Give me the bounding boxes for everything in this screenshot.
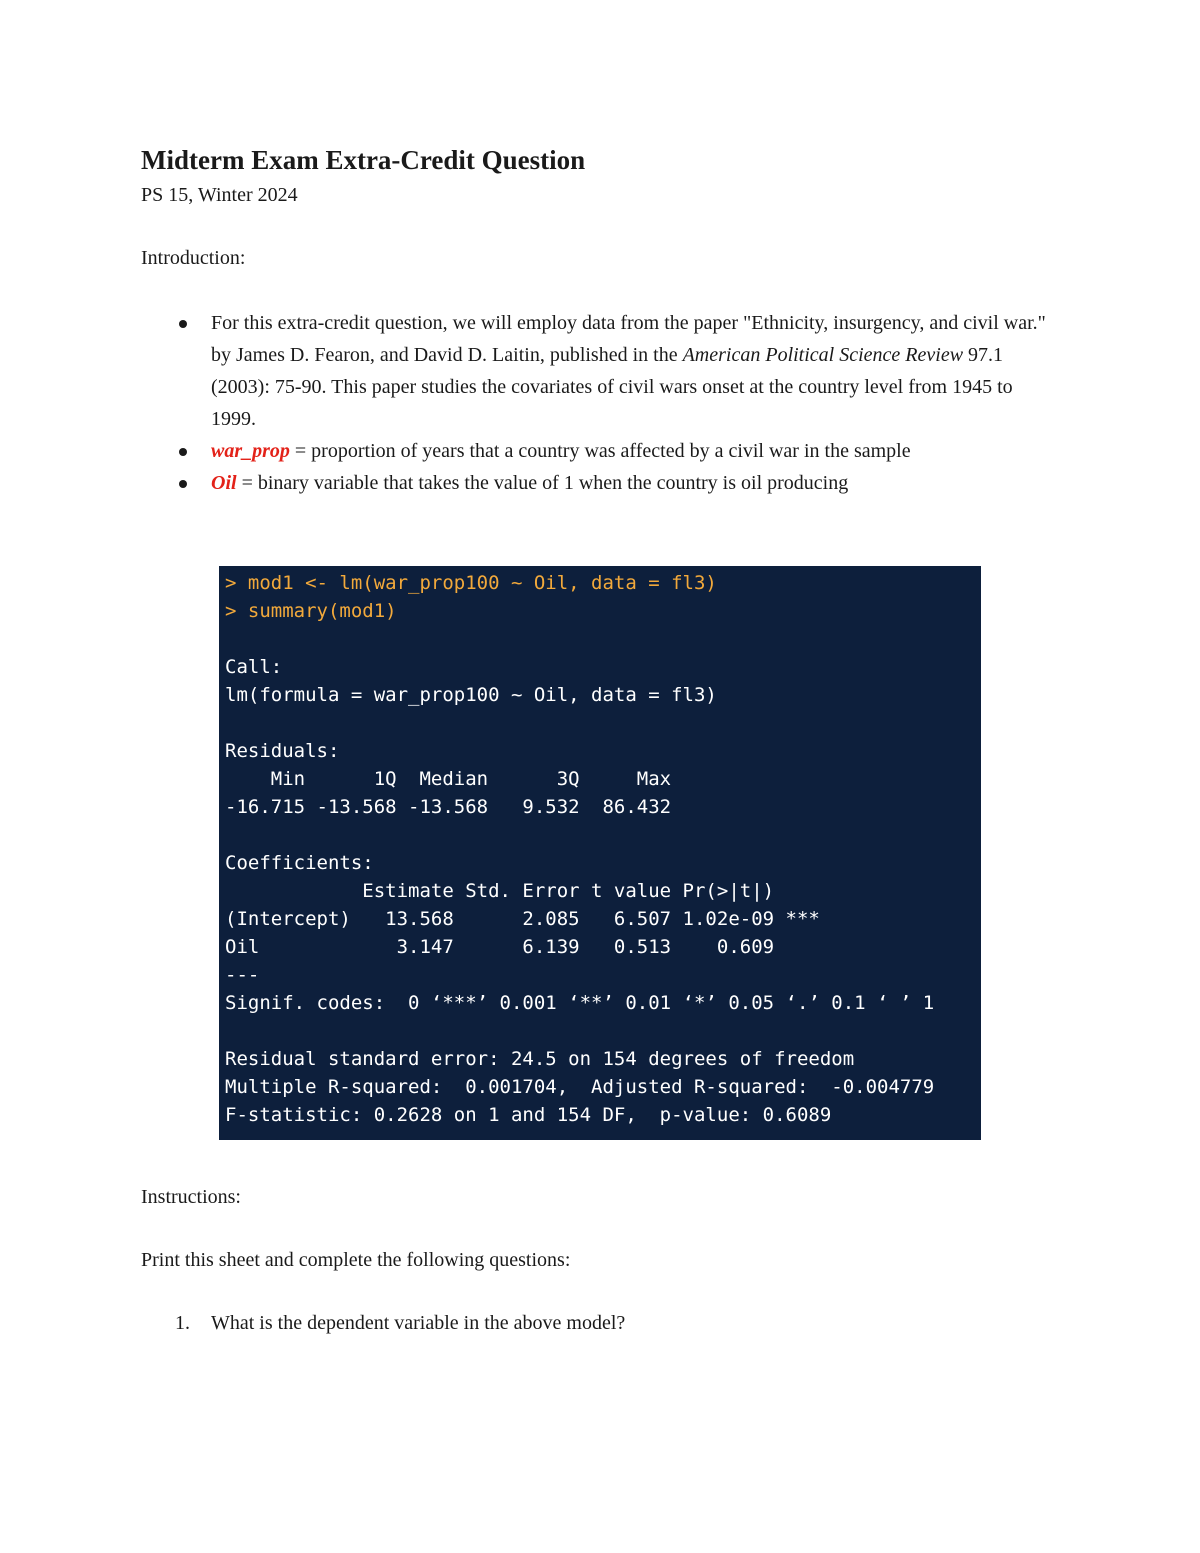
console-output-line: -16.715 -13.568 -13.568 9.532 86.432 (225, 796, 683, 818)
console-output-line: --- (225, 964, 260, 986)
console-output-line (225, 625, 981, 653)
paper-text-after: 97.1 (2003): 75-90. This paper studies the covariates of civil wars onset at the country level from 1945 to 1999. (211, 344, 1013, 430)
console-output-line (225, 821, 981, 849)
oil-definition: = binary variable that takes the value of 1 when the country is oil producing (236, 472, 849, 494)
bullet-war-prop (141, 435, 1061, 467)
console-output-line (225, 1017, 981, 1045)
console-output-line: (Intercept) 13.568 2.085 6.507 1.02e-09 *** (225, 908, 820, 930)
exam-header-and-intro (141, 140, 1061, 499)
console-output-line: Residuals: (225, 740, 340, 762)
console-output-line: F-statistic: 0.2628 on 1 and 154 DF, p-value: 0.6089 (225, 1104, 832, 1126)
question-number: 1. (175, 1312, 190, 1334)
console-output-line: Signif. codes: 0 ‘***’ 0.001 ‘**’ 0.01 ‘*’ 0.05 ‘.’ 0.1 ‘ ’ 1 (225, 992, 935, 1014)
console-output-line: Min 1Q Median 3Q Max (225, 768, 683, 790)
page-title: Midterm Exam Extra-Credit Question (141, 145, 586, 175)
variable-war-prop: war_prop (211, 440, 290, 462)
console-command-line: > summary(mod1) (225, 600, 397, 622)
instructions-label: Instructions: (141, 1186, 241, 1208)
bullet-oil (141, 467, 1061, 499)
bullet-paper-source (141, 307, 1061, 435)
variable-oil: Oil (211, 472, 237, 494)
console-output-line (225, 709, 981, 737)
question-text: What is the dependent variable in the above model? (211, 1312, 626, 1334)
console-output-line: Residual standard error: 24.5 on 154 degrees of freedom (225, 1048, 855, 1070)
console-output-line: Coefficients: (225, 852, 374, 874)
instructions-text: Print this sheet and complete the following questions: (141, 1249, 571, 1271)
console-output-line: lm(formula = war_prop100 ~ Oil, data = fl3) (225, 684, 717, 706)
journal-name: American Political Science Review (682, 344, 964, 366)
console-command-line: > mod1 <- lm(war_prop100 ~ Oil, data = fl3) (225, 572, 717, 594)
bullet-dot (179, 480, 187, 488)
console-output-line: Call: (225, 656, 283, 678)
question-item (141, 1308, 1061, 1338)
console-output-line: Oil 3.147 6.139 0.513 0.609 (225, 936, 820, 958)
paper-text-before: For this extra-credit question, we will employ data from the paper "Ethnicity, insurgency, and civil war." by James D. Fearon, and David D. Laitin, published in the (211, 312, 1046, 366)
war-prop-definition: = proportion of years that a country was affected by a civil war in the sample (289, 440, 911, 462)
instructions-section (141, 1182, 1061, 1338)
console-output-line: Multiple R-squared: 0.001704, Adjusted R-squared: -0.004779 (225, 1076, 946, 1098)
course-subtitle: PS 15, Winter 2024 (141, 184, 298, 206)
r-console-output (219, 566, 981, 1140)
question-list (141, 1308, 1061, 1338)
introduction-label: Introduction: (141, 247, 246, 269)
console-output-line: Estimate Std. Error t value Pr(>|t|) (225, 880, 820, 902)
bullet-dot (179, 448, 187, 456)
introduction-bullets (141, 307, 1061, 499)
bullet-dot (179, 320, 187, 328)
